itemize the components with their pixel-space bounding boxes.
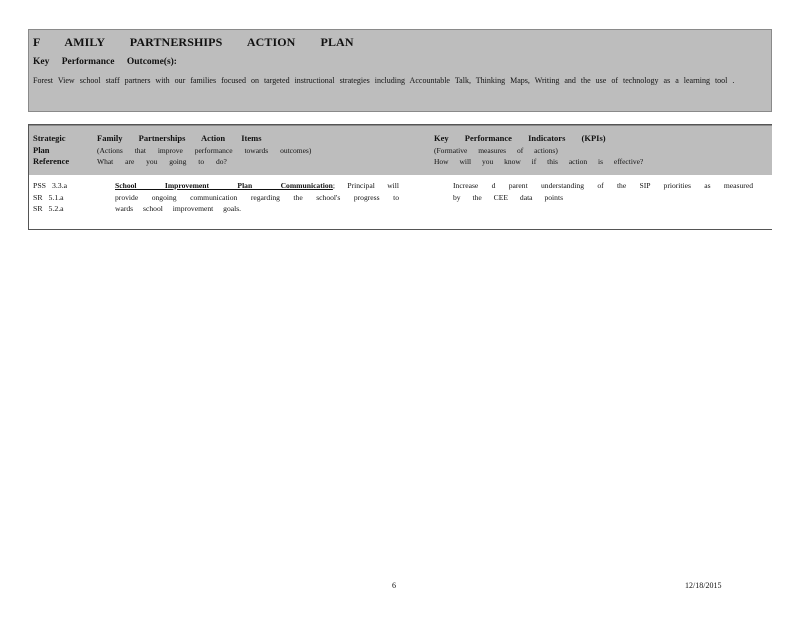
- header-action-title: Family Partnerships Action Items: [97, 133, 262, 143]
- document-title: F AMILY PARTNERSHIPS ACTION PLAN: [33, 35, 354, 49]
- header-strategic-plan-reference: [33, 133, 93, 168]
- key-performance-outcome-label: Key Performance Outcome(s):: [33, 57, 177, 67]
- header-kpi-sub1: (Formative measures of actions): [434, 145, 558, 155]
- table-header-row: [29, 125, 772, 175]
- header-kpi-title: Key Performance Indicators (KPIs): [434, 133, 606, 143]
- outcome-header-box: [28, 29, 772, 112]
- header-action-items: [97, 133, 427, 168]
- header-kpi-sub2: How will you know if this action is effective?: [434, 157, 644, 166]
- header-ref-line1: Strategic: [33, 133, 66, 143]
- header-action-sub1: (Actions that improve performance towards outcomes): [97, 145, 312, 155]
- reference-item: SR 5.1.a: [33, 192, 64, 202]
- page-number: 6: [392, 581, 396, 590]
- row-action-item: [115, 180, 399, 215]
- action-item-description: ; Principal will provide ongoing communication regarding the school's progress to wards school improvement goals.: [115, 181, 400, 213]
- header-action-sub2: What are you going to do?: [97, 157, 227, 166]
- action-plan-table: [28, 124, 772, 230]
- footer-date: 12/18/2015: [685, 581, 722, 590]
- reference-item: SR 5.2.a: [33, 204, 64, 213]
- row-references: [33, 180, 93, 215]
- key-performance-outcome-text: Forest View school staff partners with our families focused on targeted instructional strategies including Accountable Talk, Thinking Maps, Writing and the use of technology as a learning tool .: [33, 76, 735, 85]
- reference-item: PSS 3.3.a: [33, 181, 68, 190]
- row-kpi: Increase d parent understanding of the SIP priorities as measured by the CEE data points: [453, 181, 753, 202]
- header-ref-line3: Reference: [33, 156, 70, 166]
- header-kpis: [434, 133, 764, 168]
- action-item-title: School Improvement Plan Communication: [115, 181, 333, 190]
- header-ref-line2: Plan: [33, 144, 50, 155]
